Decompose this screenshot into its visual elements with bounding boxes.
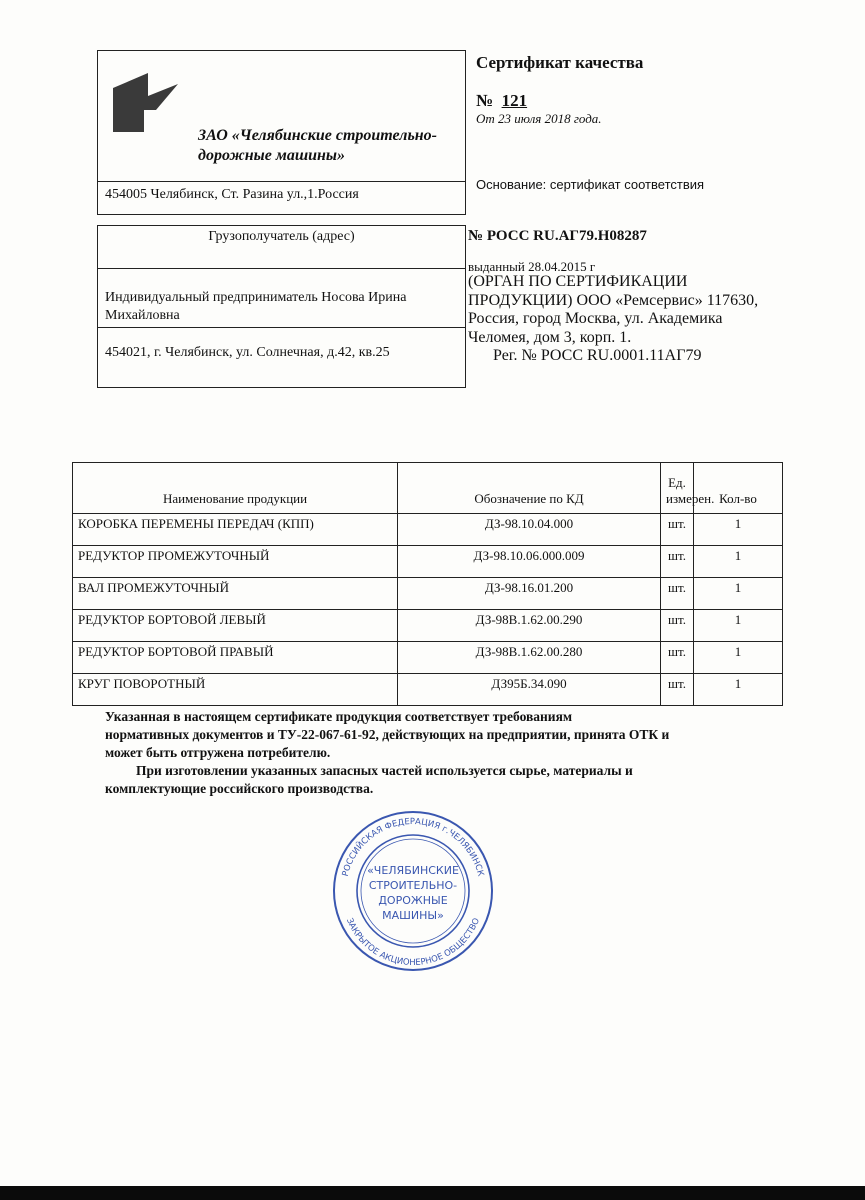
statement-line1: Указанная в настоящем сертификате продукция соответствует требованиям xyxy=(105,709,573,724)
cell-designation: ДЗ95Б.34.090 xyxy=(398,674,661,706)
consignee-name-line1: Индивидуальный предприниматель Носова Ирина xyxy=(105,290,407,305)
cell-qty: 1 xyxy=(694,546,783,578)
cell-designation: ДЗ-98.10.04.000 xyxy=(398,514,661,546)
stamp-center-line3: ДОРОЖНЫЕ xyxy=(378,894,448,907)
stamp-center-line1: «ЧЕЛЯБИНСКИЕ xyxy=(367,864,459,877)
cell-name: КРУГ ПОВОРОТНЫЙ xyxy=(73,674,398,706)
cell-name: КОРОБКА ПЕРЕМЕНЫ ПЕРЕДАЧ (КПП) xyxy=(73,514,398,546)
cell-name: ВАЛ ПРОМЕЖУТОЧНЫЙ xyxy=(73,578,398,610)
table-row xyxy=(73,514,783,546)
consignee-divider-1 xyxy=(97,268,466,269)
cell-unit: шт. xyxy=(661,642,694,674)
conformity-number: № РОСС RU.АГ79.Н08287 xyxy=(468,228,647,244)
consignee-header: Грузополучатель (адрес) xyxy=(208,229,355,244)
table-row xyxy=(73,610,783,642)
issuer-line3: Россия, город Москва, ул. Академика xyxy=(468,310,723,327)
cell-unit: шт. xyxy=(661,610,694,642)
certificate-number-value: 121 xyxy=(501,91,528,110)
statement-line3: может быть отгружена потребителю. xyxy=(105,745,331,760)
cell-qty: 1 xyxy=(694,578,783,610)
conformity-issuer xyxy=(468,273,758,366)
col-header-name: Наименование продукции xyxy=(73,463,398,514)
cell-designation: ДЗ-98В.1.62.00.290 xyxy=(398,610,661,642)
consignee-name-line2: Михайловна xyxy=(105,308,180,323)
scan-bottom-edge xyxy=(0,1186,865,1200)
stamp-center-line4: МАШИНЫ» xyxy=(382,909,444,922)
cell-name: РЕДУКТОР БОРТОВОЙ ПРАВЫЙ xyxy=(73,642,398,674)
company-box-divider xyxy=(97,181,466,182)
cell-name: РЕДУКТОР ПРОМЕЖУТОЧНЫЙ xyxy=(73,546,398,578)
cell-designation: ДЗ-98В.1.62.00.280 xyxy=(398,642,661,674)
issuer-line4: Челомея, дом 3, корп. 1. xyxy=(468,328,632,346)
company-name-line1: ЗАО «Челябинские строительно- xyxy=(198,127,437,144)
table-header-row xyxy=(73,463,783,514)
company-logo-icon xyxy=(108,70,183,135)
col-header-unit xyxy=(661,463,715,514)
certificate-number-prefix: № xyxy=(476,91,494,110)
stamp-center-line2: СТРОИТЕЛЬНО- xyxy=(368,879,458,892)
col-header-unit-line1: Ед. xyxy=(668,475,686,490)
stamp-bottom-text: ЗАКРЫТОЕ АКЦИОНЕРНОЕ ОБЩЕСТВО xyxy=(343,916,483,968)
certificate-number xyxy=(476,90,527,111)
company-address: 454005 Челябинск, Ст. Разина ул.,1.Россия xyxy=(105,187,359,202)
company-name-line2: дорожные машины» xyxy=(198,147,346,164)
products-table xyxy=(72,462,783,706)
certificate-title: Сертификат качества xyxy=(476,53,644,72)
issuer-reg-number: Рег. № РОСС RU.0001.11АГ79 xyxy=(493,347,702,364)
cell-qty: 1 xyxy=(694,642,783,674)
certificate-date: От 23 июля 2018 года. xyxy=(476,111,602,126)
issuer-line2: ПРОДУКЦИИ) ООО «Ремсервис» 117630, xyxy=(468,291,759,309)
cell-unit: шт. xyxy=(661,514,694,546)
table-row xyxy=(73,546,783,578)
table-row xyxy=(73,578,783,610)
issuer-line1: (ОРГАН ПО СЕРТИФИКАЦИИ xyxy=(468,273,688,290)
statement xyxy=(105,708,785,798)
cell-qty: 1 xyxy=(694,514,783,546)
conformity-issued: выданный 28.04.2015 г xyxy=(468,259,596,274)
cell-qty: 1 xyxy=(694,610,783,642)
stamp-outer-text: РОССИЙСКАЯ ФЕДЕРАЦИЯ г.ЧЕЛЯБИНСК xyxy=(340,816,486,878)
cell-designation: ДЗ-98.16.01.200 xyxy=(398,578,661,610)
cell-unit: шт. xyxy=(661,546,694,578)
statement-line5: комплектующие российского производства. xyxy=(105,781,374,796)
consignee-divider-2 xyxy=(97,327,466,328)
statement-line2: нормативных документов и ТУ-22-067-61-92, действующих на предприятии, принята ОТК и xyxy=(105,727,670,742)
table-row xyxy=(73,674,783,706)
cell-qty: 1 xyxy=(694,674,783,706)
col-header-qty: Кол-во xyxy=(694,463,783,514)
cell-unit: шт. xyxy=(661,674,694,706)
table-row xyxy=(73,642,783,674)
consignee-name xyxy=(105,289,406,325)
company-name xyxy=(198,126,463,166)
consignee-address: 454021, г. Челябинск, ул. Солнечная, д.42, кв.25 xyxy=(105,345,390,360)
certificate-basis: Основание: сертификат соответствия xyxy=(476,177,705,192)
col-header-designation: Обозначение по КД xyxy=(398,463,661,514)
statement-line4: При изготовлении указанных запасных частей используется сырье, материалы и xyxy=(136,763,633,778)
cell-name: РЕДУКТОР БОРТОВОЙ ЛЕВЫЙ xyxy=(73,610,398,642)
company-stamp xyxy=(330,808,496,974)
cell-designation: ДЗ-98.10.06.000.009 xyxy=(398,546,661,578)
col-header-unit-line2: измерен. xyxy=(666,491,715,506)
cell-unit: шт. xyxy=(661,578,694,610)
